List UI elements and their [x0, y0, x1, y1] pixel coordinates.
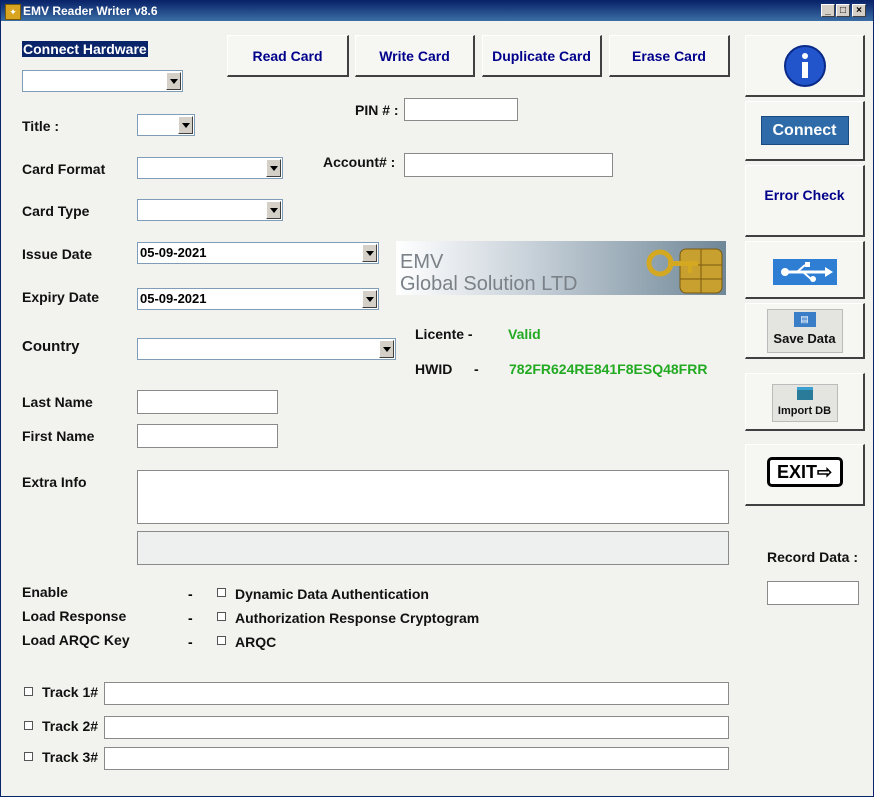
- track3-label: Track 3#: [42, 749, 99, 765]
- licente-label: Licente -: [415, 326, 473, 342]
- track2-label: Track 2#: [42, 718, 99, 734]
- title-select[interactable]: [137, 114, 195, 136]
- dda-checkbox[interactable]: [217, 588, 226, 597]
- issue-date-picker[interactable]: [137, 242, 379, 264]
- import-db-button[interactable]: [745, 373, 865, 431]
- title-label: Title :: [22, 118, 60, 134]
- card-icon: ▤: [794, 312, 816, 327]
- error-check-label: Error Check: [764, 187, 845, 203]
- track1-input[interactable]: [104, 682, 729, 705]
- duplicate-card-button[interactable]: Duplicate Card: [482, 35, 602, 77]
- chevron-down-icon[interactable]: [379, 340, 394, 358]
- connect-hardware-select[interactable]: [22, 70, 183, 92]
- extra-info-textarea[interactable]: [137, 470, 729, 524]
- issue-date-value: 05-09-2021: [140, 245, 207, 260]
- close-button[interactable]: ×: [852, 4, 866, 17]
- info-button[interactable]: [745, 35, 865, 97]
- first-name-input[interactable]: [137, 424, 278, 448]
- card-format-select[interactable]: [137, 157, 283, 179]
- extra-info-label: Extra Info: [22, 474, 87, 490]
- option-label-enable: Enable: [22, 584, 68, 600]
- country-select[interactable]: [137, 338, 396, 360]
- last-name-input[interactable]: [137, 390, 278, 414]
- info-icon: [782, 43, 828, 89]
- title-bar: [1, 1, 873, 21]
- exit-label: EXIT: [776, 462, 817, 482]
- banner-line2: Global Solution LTD: [400, 273, 578, 295]
- minimize-button[interactable]: _: [821, 4, 835, 17]
- track3-checkbox[interactable]: [24, 752, 33, 761]
- card-format-label: Card Format: [22, 161, 106, 177]
- arc-checkbox-label[interactable]: Authorization Response Cryptogram: [235, 610, 480, 626]
- pin-label: PIN # :: [355, 102, 399, 118]
- account-label: Account# :: [323, 154, 396, 170]
- usb-icon: [773, 259, 837, 285]
- error-check-button[interactable]: [745, 165, 865, 237]
- read-card-button[interactable]: Read Card: [227, 35, 349, 77]
- option-label-load-response: Load Response: [22, 608, 127, 624]
- exit-button[interactable]: [745, 444, 865, 506]
- arrow-right-icon: ⇨: [816, 462, 833, 482]
- record-data-input[interactable]: [767, 581, 859, 605]
- first-name-label: First Name: [22, 428, 95, 444]
- chevron-down-icon[interactable]: [362, 290, 377, 308]
- save-data-button[interactable]: [745, 303, 865, 359]
- import-db-label: Import DB: [777, 405, 832, 417]
- track1-checkbox[interactable]: [24, 687, 33, 696]
- write-card-button[interactable]: Write Card: [355, 35, 475, 77]
- account-input[interactable]: [404, 153, 613, 177]
- pin-input[interactable]: [404, 98, 518, 121]
- usb-button[interactable]: [745, 241, 865, 299]
- window-title: EMV Reader Writer v8.6: [23, 4, 158, 18]
- connect-hardware-label: Connect Hardware: [23, 41, 147, 57]
- expiry-date-picker[interactable]: [137, 288, 379, 310]
- arc-checkbox[interactable]: [217, 612, 226, 621]
- arqc-checkbox[interactable]: [217, 636, 226, 645]
- track2-checkbox[interactable]: [24, 721, 33, 730]
- banner-line1: EMV: [400, 251, 444, 273]
- dda-checkbox-label[interactable]: Dynamic Data Authentication: [235, 586, 429, 602]
- option-label-load-arqc: Load ARQC Key: [22, 632, 130, 648]
- hwid-label: HWID: [415, 361, 453, 377]
- key-chip-icon: [644, 243, 726, 295]
- licente-value: Valid: [508, 326, 541, 342]
- maximize-button[interactable]: □: [836, 4, 850, 17]
- connect-button-label: Connect: [761, 116, 849, 145]
- track1-label: Track 1#: [42, 684, 99, 700]
- track3-input[interactable]: [104, 747, 729, 770]
- chevron-down-icon[interactable]: [266, 201, 281, 219]
- card-type-label: Card Type: [22, 203, 90, 219]
- erase-card-button[interactable]: Erase Card: [609, 35, 730, 77]
- chevron-down-icon[interactable]: [362, 244, 377, 262]
- hwid-value: 782FR624RE841F8ESQ48FRR: [509, 361, 708, 377]
- arqc-checkbox-label[interactable]: ARQC: [235, 634, 277, 650]
- company-banner: [396, 241, 726, 295]
- chevron-down-icon[interactable]: [266, 159, 281, 177]
- expiry-date-label: Expiry Date: [22, 289, 100, 305]
- chevron-down-icon[interactable]: [178, 116, 193, 134]
- status-panel: [137, 531, 729, 565]
- card-type-select[interactable]: [137, 199, 283, 221]
- chevron-down-icon[interactable]: [166, 72, 181, 90]
- last-name-label: Last Name: [22, 394, 93, 410]
- database-icon: [797, 387, 813, 400]
- expiry-date-value: 05-09-2021: [140, 291, 207, 306]
- record-data-label: Record Data :: [767, 549, 859, 565]
- app-icon: ✦: [5, 4, 21, 20]
- track2-input[interactable]: [104, 716, 729, 739]
- option-dash: -: [188, 610, 193, 626]
- country-label: Country: [22, 338, 80, 355]
- option-dash: -: [188, 586, 193, 602]
- issue-date-label: Issue Date: [22, 246, 93, 262]
- option-dash: -: [188, 634, 193, 650]
- connect-button[interactable]: [745, 101, 865, 161]
- save-data-label: Save Data: [773, 331, 836, 346]
- hwid-dash: -: [474, 361, 479, 377]
